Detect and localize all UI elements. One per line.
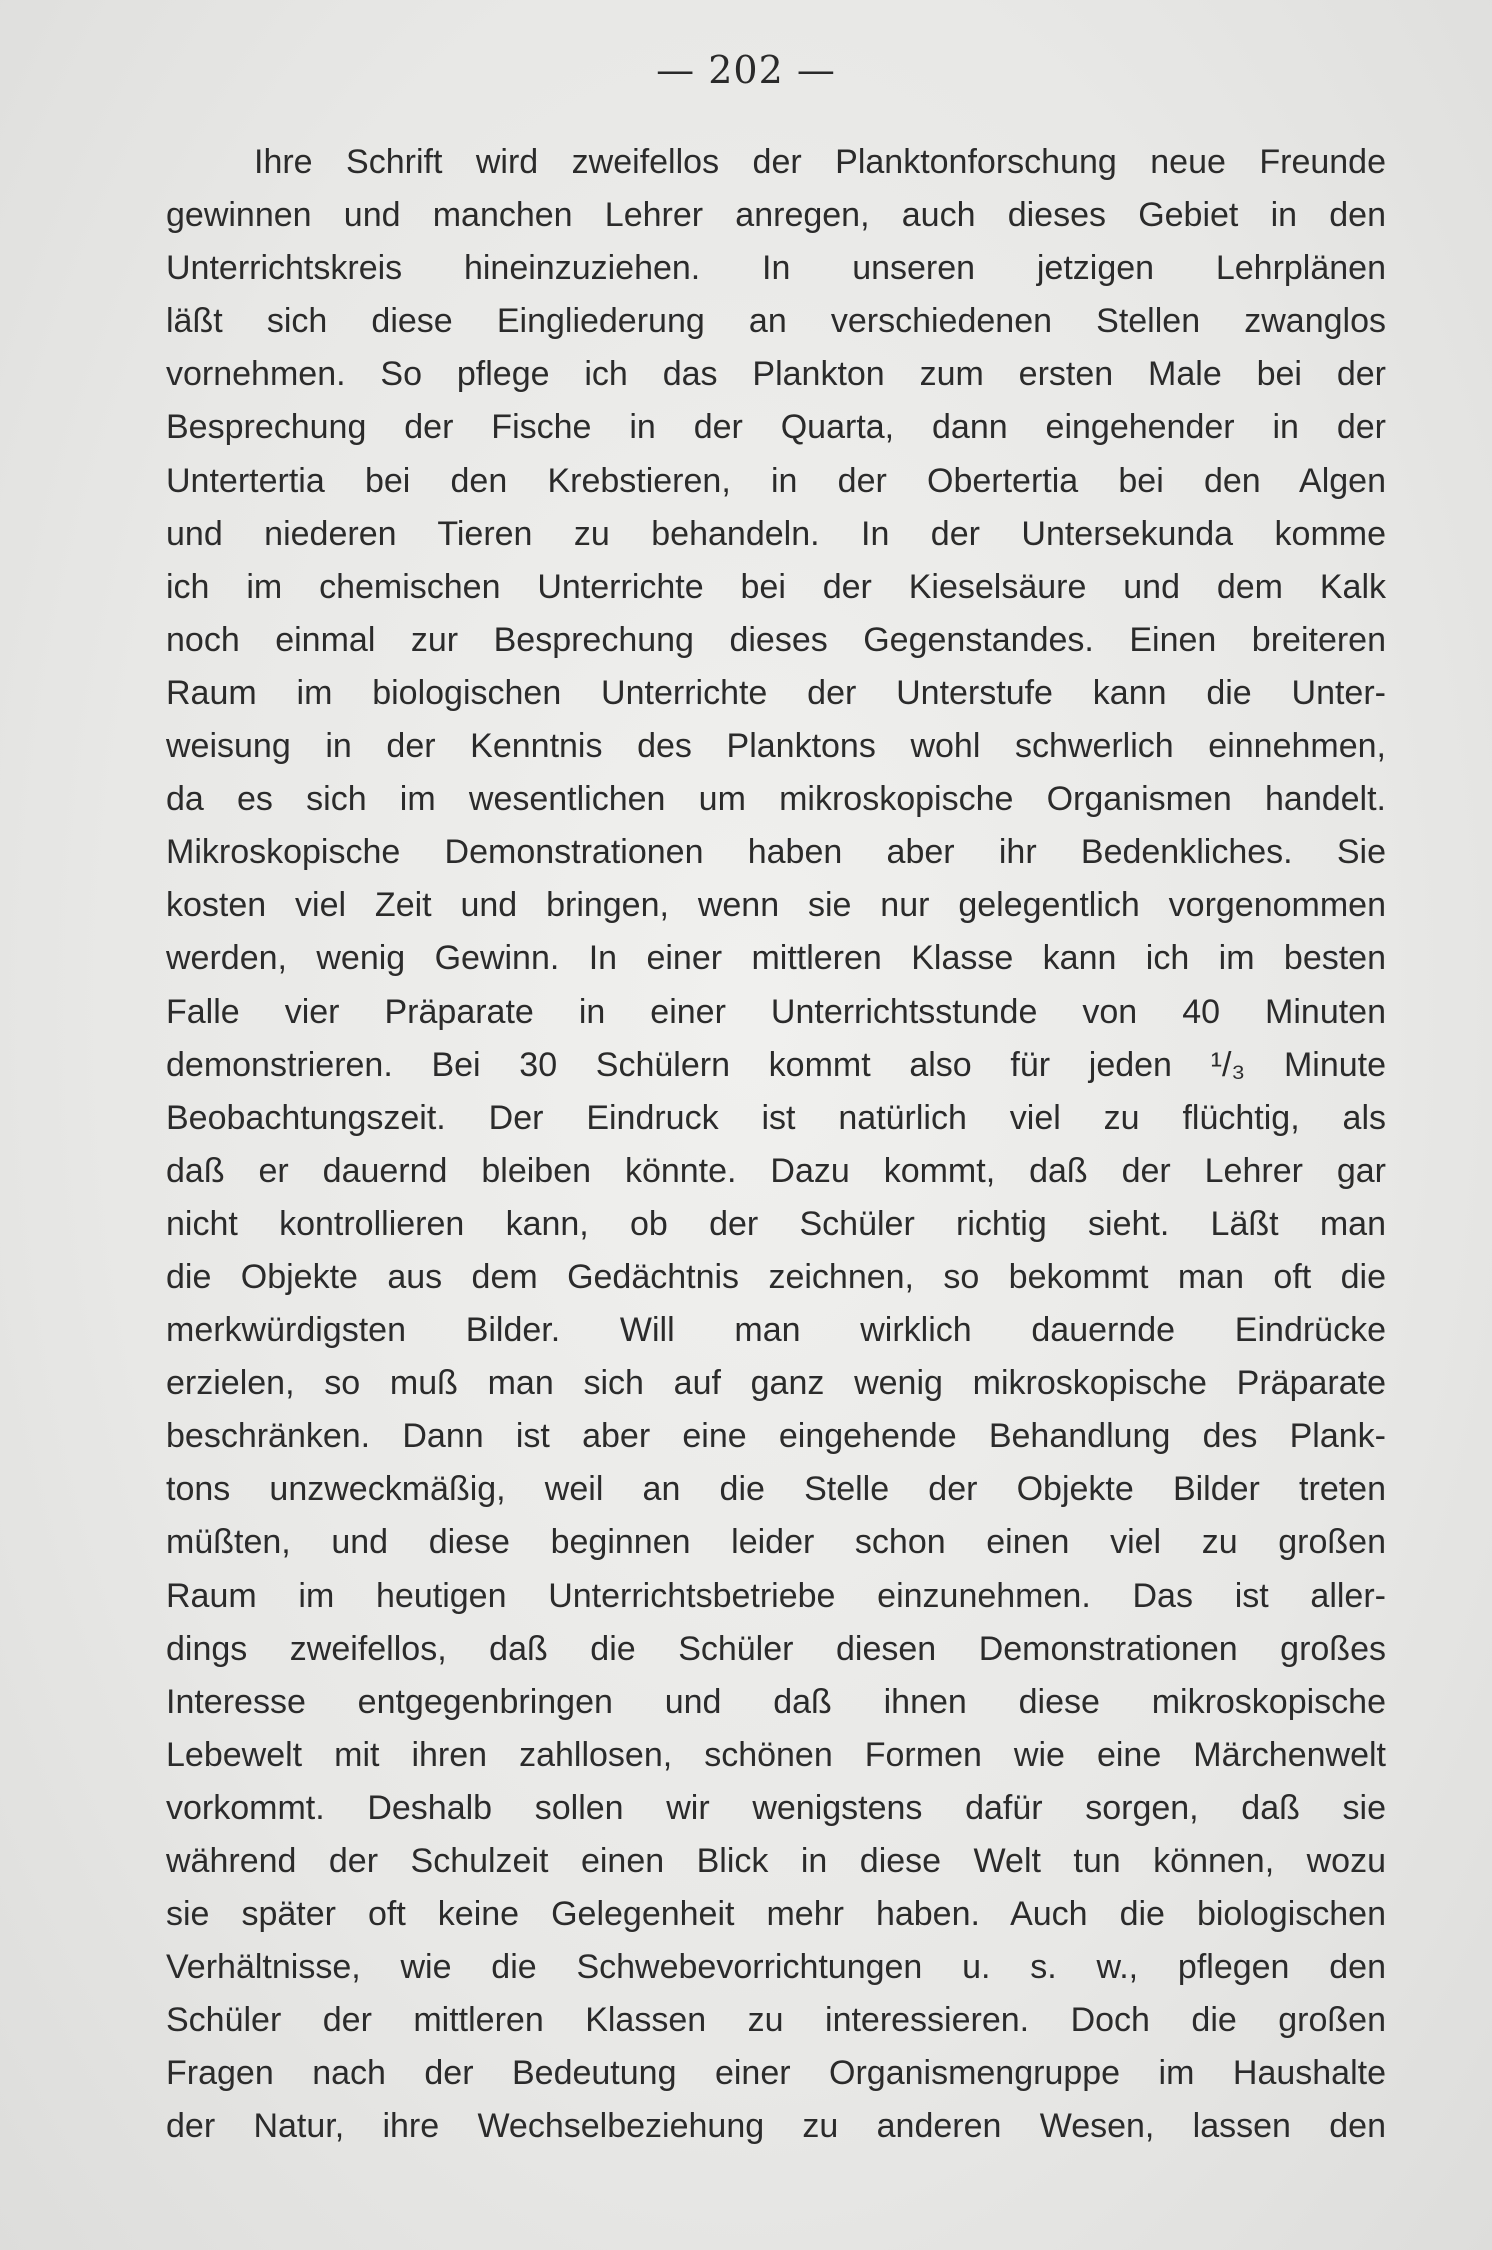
- text-line: demonstrieren. Bei 30 Schülern kommt also für jeden ¹/₃ Minute: [166, 1045, 1386, 1084]
- text-line: tons unzweckmäßig, weil an die Stelle der Objekte Bilder treten: [166, 1470, 1386, 1509]
- text-line: Fragen nach der Bedeutung einer Organismengruppe im Haushalte: [166, 2054, 1386, 2093]
- text-line: und niederen Tieren zu behandeln. In der Untersekunda komme: [166, 514, 1386, 553]
- text-line: merkwürdigsten Bilder. Will man wirklich dauernde Eindrücke: [166, 1311, 1386, 1350]
- text-line: läßt sich diese Eingliederung an verschiedenen Stellen zwanglos: [166, 302, 1386, 341]
- text-line: Interesse entgegenbringen und daß ihnen diese mikroskopische: [166, 1682, 1386, 1721]
- text-line: während der Schulzeit einen Blick in diese Welt tun können, wozu: [166, 1842, 1386, 1880]
- text-line: Ihre Schrift wird zweifellos der Planktonforschung neue Freunde: [254, 143, 1386, 181]
- text-line: ich im chemischen Unterrichte bei der Kieselsäure und dem Kalk: [166, 567, 1386, 606]
- text-line: die Objekte aus dem Gedächtnis zeichnen, so bekommt man oft die: [166, 1257, 1386, 1296]
- text-line: da es sich im wesentlichen um mikroskopische Organismen handelt.: [166, 780, 1386, 819]
- text-line: daß er dauernd bleiben könnte. Dazu kommt, daß der Lehrer gar: [166, 1151, 1386, 1190]
- text-line: Raum im heutigen Unterrichtsbetriebe einzunehmen. Das ist aller-: [166, 1576, 1386, 1615]
- body-paragraph: [166, 136, 1386, 2154]
- text-line: der Natur, ihre Wechselbeziehung zu anderen Wesen, lassen den: [166, 2107, 1386, 2146]
- text-line: Schüler der mittleren Klassen zu interessieren. Doch die großen: [166, 2001, 1386, 2040]
- text-line: werden, wenig Gewinn. In einer mittleren Klasse kann ich im besten: [166, 939, 1386, 978]
- text-line: Besprechung der Fische in der Quarta, dann eingehender in der: [166, 408, 1386, 447]
- text-line: Raum im biologischen Unterrichte der Unterstufe kann die Unter-: [166, 673, 1386, 712]
- text-line: noch einmal zur Besprechung dieses Gegenstandes. Einen breiteren: [166, 620, 1386, 659]
- text-line: Lebewelt mit ihren zahllosen, schönen Formen wie eine Märchenwelt: [166, 1735, 1386, 1774]
- text-line: nicht kontrollieren kann, ob der Schüler richtig sieht. Läßt man: [166, 1204, 1386, 1243]
- text-line: Mikroskopische Demonstrationen haben aber ihr Bedenkliches. Sie: [166, 833, 1386, 872]
- text-line: vornehmen. So pflege ich das Plankton zum ersten Male bei der: [166, 355, 1386, 394]
- text-line: Beobachtungszeit. Der Eindruck ist natürlich viel zu flüchtig, als: [166, 1098, 1386, 1137]
- text-line: Unterrichtskreis hineinzuziehen. In unseren jetzigen Lehrplänen: [166, 249, 1386, 288]
- text-line: Untertertia bei den Krebstieren, in der Obertertia bei den Algen: [166, 461, 1386, 500]
- text-line: weisung in der Kenntnis des Planktons wohl schwerlich einnehmen,: [166, 727, 1386, 766]
- text-line: müßten, und diese beginnen leider schon einen viel zu großen: [166, 1523, 1386, 1562]
- text-line: Falle vier Präparate in einer Unterrichtsstunde von 40 Minuten: [166, 992, 1386, 1031]
- text-line: dings zweifellos, daß die Schüler diesen Demonstrationen großes: [166, 1629, 1386, 1668]
- text-line: gewinnen und manchen Lehrer anregen, auch dieses Gebiet in den: [166, 196, 1386, 235]
- text-line: beschränken. Dann ist aber eine eingehende Behandlung des Plank-: [166, 1417, 1386, 1456]
- text-line: sie später oft keine Gelegenheit mehr haben. Auch die biologischen: [166, 1895, 1386, 1934]
- text-line: kosten viel Zeit und bringen, wenn sie nur gelegentlich vorgenommen: [166, 886, 1386, 925]
- text-line: vorkommt. Deshalb sollen wir wenigstens dafür sorgen, daß sie: [166, 1788, 1386, 1827]
- page-number: — 202 —: [656, 48, 836, 92]
- text-line: Verhältnisse, wie die Schwebevorrichtungen u. s. w., pflegen den: [166, 1948, 1386, 1987]
- text-line: erzielen, so muß man sich auf ganz wenig mikroskopische Präparate: [166, 1364, 1386, 1403]
